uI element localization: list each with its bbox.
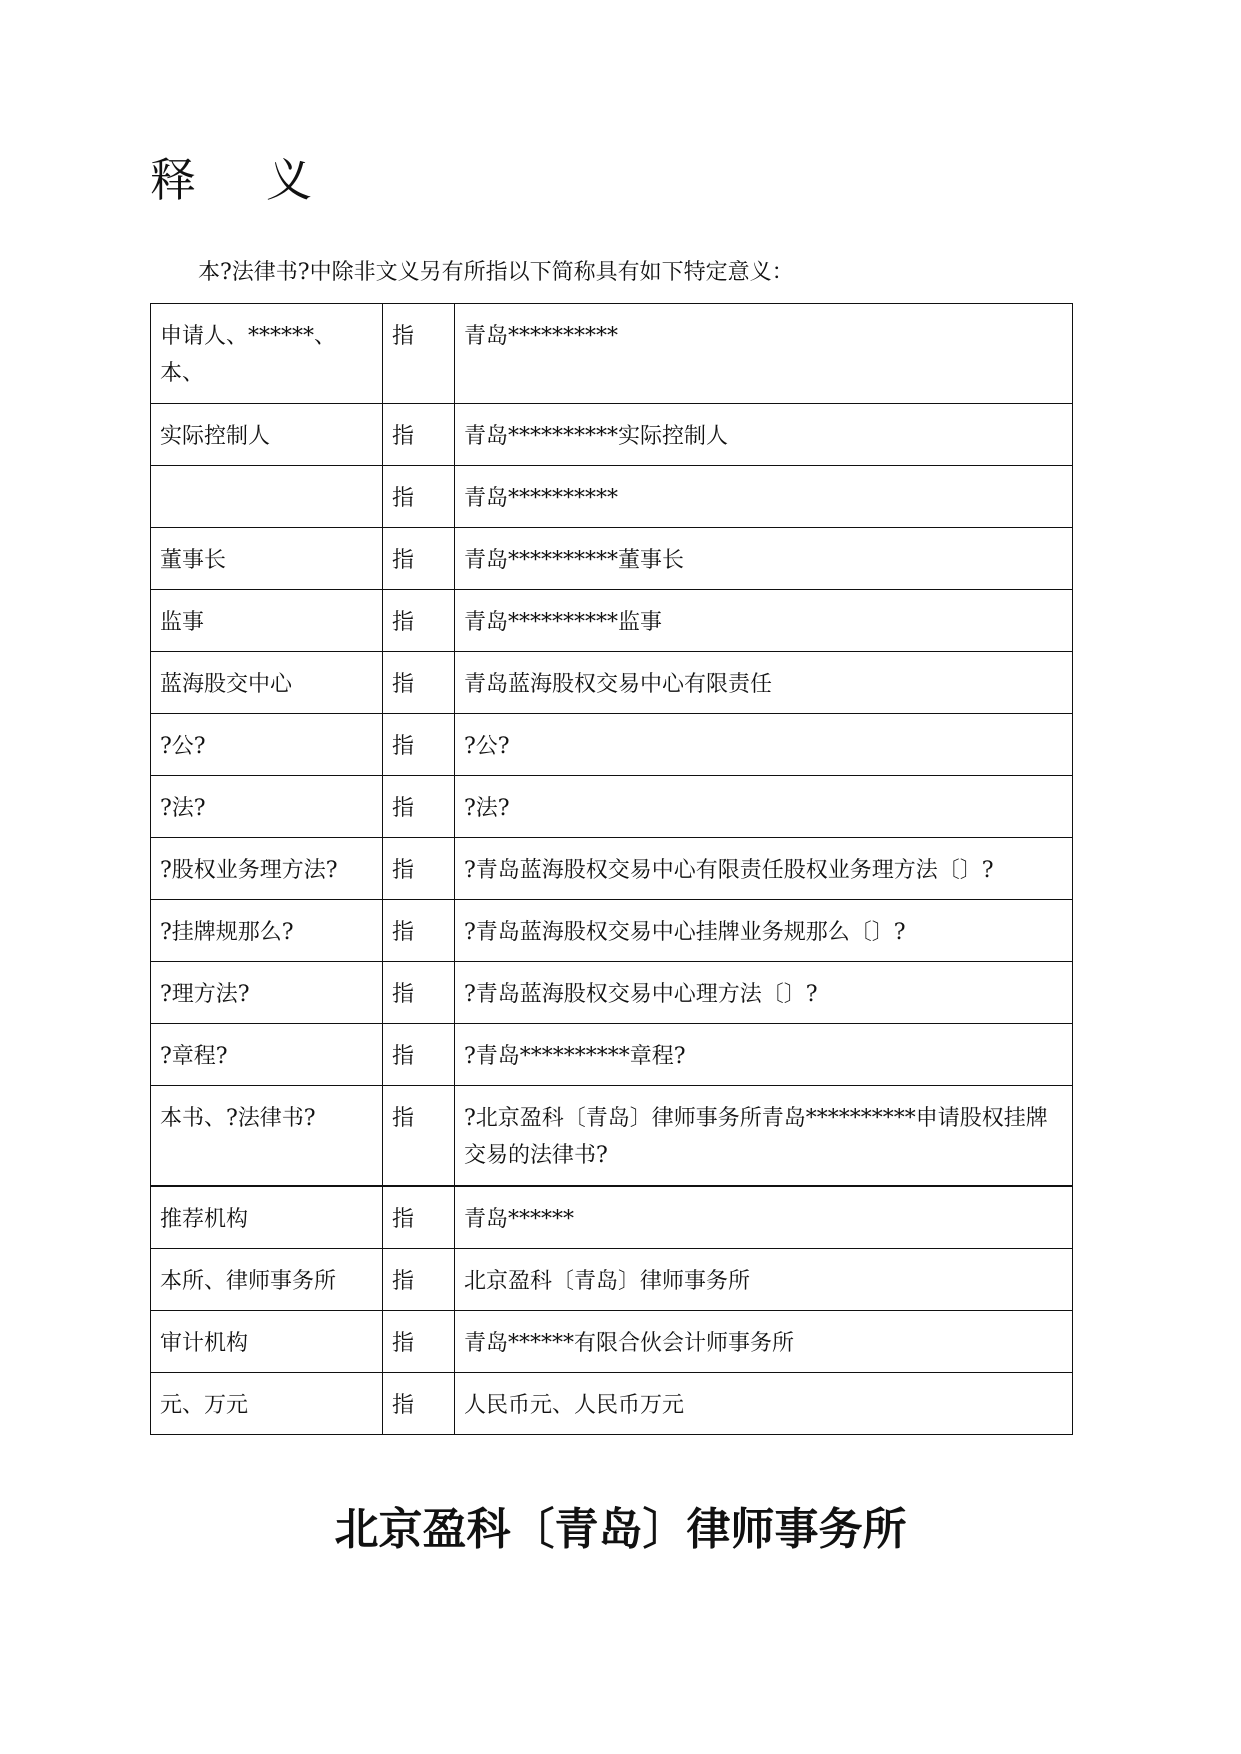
table-row <box>151 714 1073 776</box>
connector-cell: 指 <box>383 962 455 1024</box>
table-row <box>151 1372 1073 1434</box>
connector-cell: 指 <box>383 590 455 652</box>
connector-cell: 指 <box>383 776 455 838</box>
meaning-cell: 青岛**********监事 <box>455 590 1073 652</box>
meaning-cell: ?青岛**********章程? <box>455 1024 1073 1086</box>
term-cell: ?公? <box>151 714 383 776</box>
table-row <box>151 466 1073 528</box>
connector-cell: 指 <box>383 466 455 528</box>
term-cell: 申请人、******、本、 <box>151 304 383 404</box>
term-cell: ?章程? <box>151 1024 383 1086</box>
page-title <box>150 150 312 210</box>
term-cell: ?法? <box>151 776 383 838</box>
term-cell: 本书、?法律书? <box>151 1086 383 1186</box>
meaning-cell: 青岛****** <box>455 1186 1073 1249</box>
table-row <box>151 1248 1073 1310</box>
meaning-cell: 青岛******有限合伙会计师事务所 <box>455 1310 1073 1372</box>
meaning-cell: ?法? <box>455 776 1073 838</box>
term-cell: 监事 <box>151 590 383 652</box>
table-row <box>151 1186 1073 1249</box>
connector-cell: 指 <box>383 404 455 466</box>
meaning-cell: 人民币元、人民币万元 <box>455 1372 1073 1434</box>
intro-paragraph: 本?法律书?中除非文义另有所指以下简称具有如下特定意义： <box>198 260 794 285</box>
meaning-cell: 青岛**********实际控制人 <box>455 404 1073 466</box>
table-row <box>151 528 1073 590</box>
title-char-1: 释 <box>150 153 196 207</box>
meaning-cell: ?青岛蓝海股权交易中心挂牌业务规那么〔〕? <box>455 900 1073 962</box>
term-cell: 实际控制人 <box>151 404 383 466</box>
term-cell: 审计机构 <box>151 1310 383 1372</box>
connector-cell: 指 <box>383 528 455 590</box>
term-cell: ?挂牌规那么? <box>151 900 383 962</box>
term-cell: ?股权业务理方法? <box>151 838 383 900</box>
definitions-table <box>150 303 1073 1435</box>
connector-cell: 指 <box>383 1372 455 1434</box>
connector-cell: 指 <box>383 1024 455 1086</box>
title-char-2: 义 <box>266 153 312 207</box>
meaning-cell: ?青岛蓝海股权交易中心有限责任股权业务理方法〔〕? <box>455 838 1073 900</box>
table-row <box>151 900 1073 962</box>
connector-cell: 指 <box>383 304 455 404</box>
connector-cell: 指 <box>383 1186 455 1249</box>
connector-cell: 指 <box>383 900 455 962</box>
firm-name-footer: 北京盈科〔青岛〕律师事务所 <box>334 1504 907 1555</box>
table-row <box>151 404 1073 466</box>
table-row <box>151 1310 1073 1372</box>
connector-cell: 指 <box>383 652 455 714</box>
table-row <box>151 776 1073 838</box>
meaning-cell: ?公? <box>455 714 1073 776</box>
table-row <box>151 590 1073 652</box>
term-cell: ?理方法? <box>151 962 383 1024</box>
table-row <box>151 838 1073 900</box>
meaning-cell: ?北京盈科〔青岛〕律师事务所青岛**********申请股权挂牌交易的法律书? <box>455 1086 1073 1186</box>
table-row <box>151 304 1073 404</box>
term-cell <box>151 466 383 528</box>
connector-cell: 指 <box>383 1310 455 1372</box>
term-cell: 本所、律师事务所 <box>151 1248 383 1310</box>
meaning-cell: 青岛********** <box>455 466 1073 528</box>
table-row <box>151 1086 1073 1186</box>
term-cell: 推荐机构 <box>151 1186 383 1249</box>
meaning-cell: 青岛********** <box>455 304 1073 404</box>
connector-cell: 指 <box>383 838 455 900</box>
meaning-cell: 青岛蓝海股权交易中心有限责任 <box>455 652 1073 714</box>
table-row <box>151 652 1073 714</box>
connector-cell: 指 <box>383 1248 455 1310</box>
table-row <box>151 1024 1073 1086</box>
meaning-cell: 青岛**********董事长 <box>455 528 1073 590</box>
term-cell: 蓝海股交中心 <box>151 652 383 714</box>
meaning-cell: ?青岛蓝海股权交易中心理方法〔〕? <box>455 962 1073 1024</box>
meaning-cell: 北京盈科〔青岛〕律师事务所 <box>455 1248 1073 1310</box>
term-cell: 元、万元 <box>151 1372 383 1434</box>
table-row <box>151 962 1073 1024</box>
connector-cell: 指 <box>383 1086 455 1186</box>
connector-cell: 指 <box>383 714 455 776</box>
term-cell: 董事长 <box>151 528 383 590</box>
